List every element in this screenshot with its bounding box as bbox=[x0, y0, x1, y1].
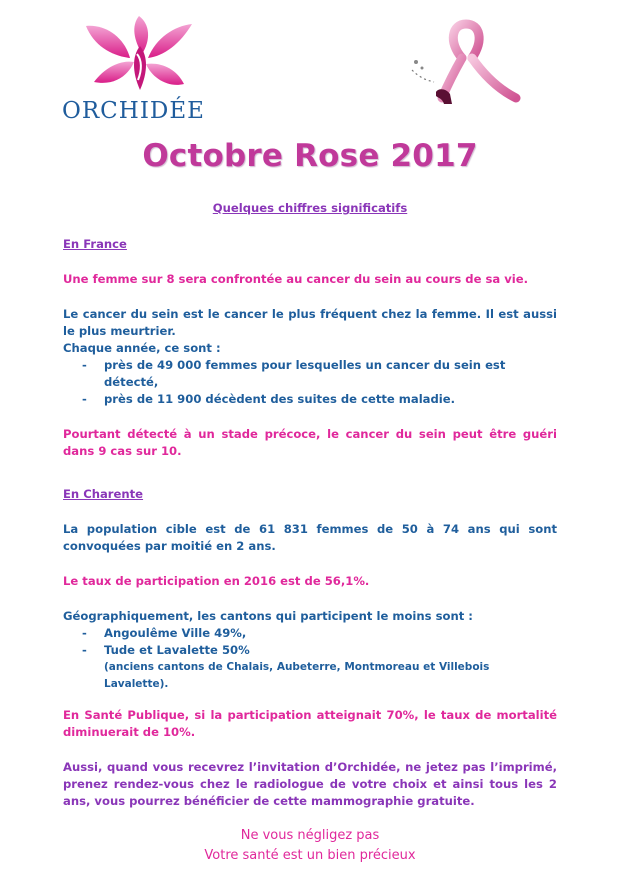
subtitle: Quelques chiffres significatifs bbox=[212, 201, 408, 215]
section-heading-charente: En Charente bbox=[63, 487, 144, 501]
france-paragraph-2: Le cancer du sein est le cancer le plus fréquent chez la femme. Il est aussi le plus meurtrier. bbox=[63, 307, 557, 338]
closing-line-2: Votre santé est un bien précieux bbox=[204, 848, 416, 863]
france-paragraph-2-intro: Chaque année, ce sont : bbox=[63, 341, 221, 355]
france-paragraph-3: Pourtant détecté à un stade précoce, le cancer du sein peut être guéri dans 9 cas sur 10. bbox=[63, 427, 557, 458]
charente-paragraph-1: La population cible est de 61 831 femmes de 50 à 74 ans qui sont convoquées par moitié en 2 ans. bbox=[63, 522, 557, 553]
orchid-flower-icon bbox=[84, 10, 194, 96]
section-heading-france: En France bbox=[63, 237, 127, 251]
document-body bbox=[63, 200, 557, 866]
logo-text: ORCHIDÉE bbox=[62, 98, 205, 124]
charente-paragraph-5: Aussi, quand vous recevrez l’invitation d’Orchidée, ne jetez pas l’imprimé, prenez rendez-vous chez le radiologue de votre choix et ainsi tous les 2 ans, vous pourrez bénéficier de cette mammographie gratuite. bbox=[63, 760, 557, 808]
orchidee-logo bbox=[62, 10, 212, 124]
france-bullet-list bbox=[63, 357, 557, 408]
charente-bullet-list bbox=[63, 625, 557, 659]
list-item: - Tude et Lavalette 50% bbox=[82, 642, 557, 659]
charente-paragraph-2: Le taux de participation en 2016 est de 56,1%. bbox=[63, 574, 370, 588]
charente-paragraph-3-intro: Géographiquement, les cantons qui participent le moins sont : bbox=[63, 609, 473, 623]
france-paragraph-2-block bbox=[63, 306, 557, 408]
charente-cantons-block bbox=[63, 608, 557, 693]
page-title: Octobre Rose 2017 bbox=[142, 138, 478, 174]
list-item: - près de 49 000 femmes pour lesquelles un cancer du sein est détecté, bbox=[82, 357, 557, 391]
closing-message bbox=[63, 826, 557, 866]
list-item: - Angoulême Ville 49%, bbox=[82, 625, 557, 642]
pink-ribbon-icon bbox=[408, 18, 526, 112]
closing-line-1: Ne vous négligez pas bbox=[240, 828, 380, 843]
list-item: - près de 11 900 décèdent des suites de cette maladie. bbox=[82, 391, 557, 408]
cantons-note: (anciens cantons de Chalais, Aubeterre, Montmoreau et Villebois Lavalette). bbox=[104, 661, 490, 690]
charente-paragraph-4: En Santé Publique, si la participation atteignait 70%, le taux de mortalité diminuerait de 10%. bbox=[63, 708, 557, 739]
france-paragraph-1: Une femme sur 8 sera confrontée au cancer du sein au cours de sa vie. bbox=[63, 272, 529, 286]
